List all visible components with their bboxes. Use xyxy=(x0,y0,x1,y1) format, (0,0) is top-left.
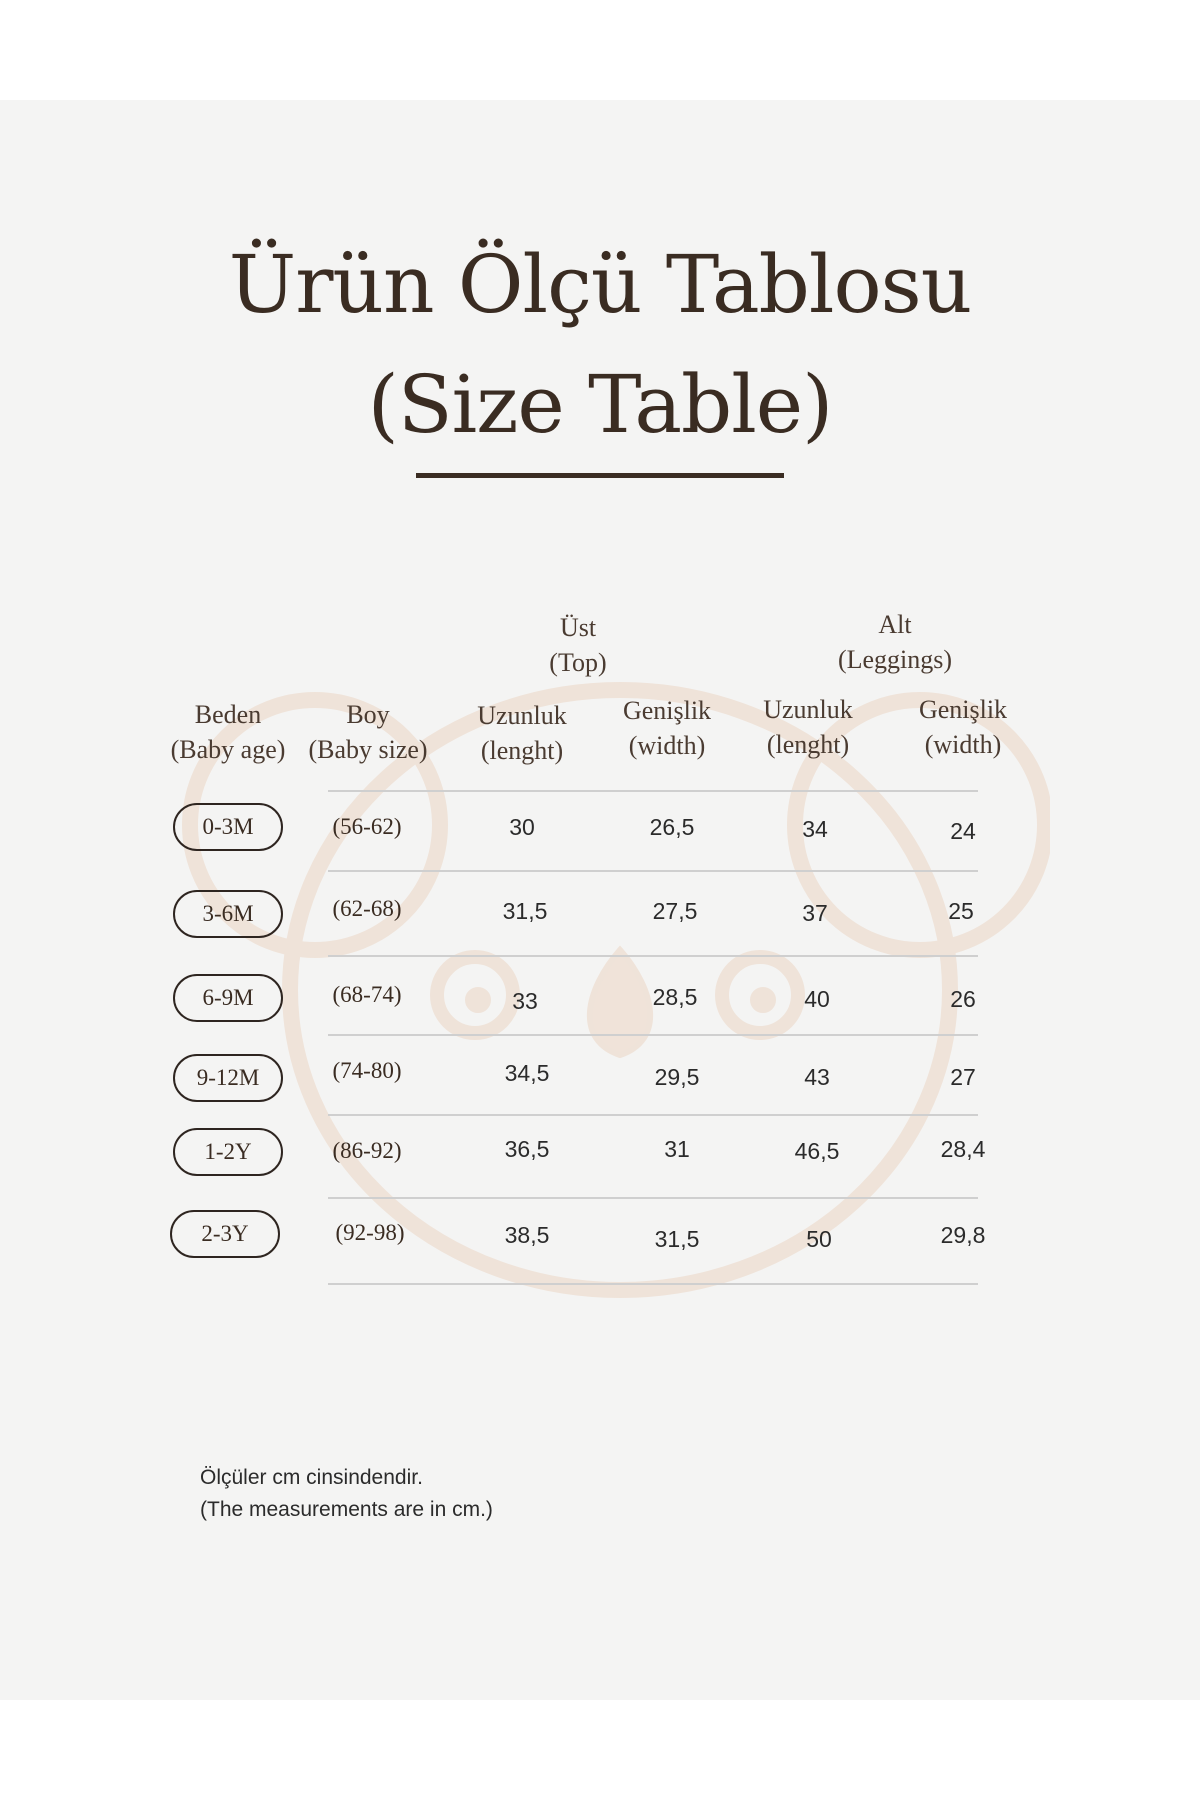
baby-size-cell: (68-74) xyxy=(332,982,402,1007)
page-title: Ürün Ölçü Tablosu xyxy=(228,238,972,331)
column-header-size-tr: Boy xyxy=(346,700,390,729)
top-length-cell: 33 xyxy=(512,988,538,1014)
top-width-cell: 31,5 xyxy=(654,1226,700,1252)
row-divider xyxy=(328,1283,978,1285)
column-header-top-width-en: (width) xyxy=(628,731,706,760)
leg-length-cell: 46,5 xyxy=(794,1138,840,1164)
row-divider xyxy=(328,1197,978,1199)
age-badge: 1-2Y xyxy=(173,1128,283,1176)
footnote-en: (The measurements are in cm.) xyxy=(200,1498,493,1521)
group-header-bottom-tr: Alt xyxy=(878,610,912,639)
age-badge: 6-9M xyxy=(173,974,283,1022)
group-header-bottom-en: (Leggings) xyxy=(837,645,953,674)
size-table-panel xyxy=(0,100,1200,1700)
age-badge: 3-6M xyxy=(173,890,283,938)
column-header-size-en: (Baby size) xyxy=(308,735,428,764)
top-width-cell: 26,5 xyxy=(649,814,695,840)
column-header-leg-width-tr: Genişlik xyxy=(918,695,1008,724)
top-width-cell: 31 xyxy=(664,1136,690,1162)
top-length-cell: 36,5 xyxy=(504,1136,550,1162)
leg-width-cell: 26 xyxy=(950,986,976,1012)
leg-width-cell: 25 xyxy=(948,898,974,924)
footnote-tr: Ölçüler cm cinsindendir. xyxy=(200,1466,423,1489)
leg-width-cell: 29,8 xyxy=(940,1222,986,1248)
column-header-top-length-tr: Uzunluk xyxy=(477,701,567,730)
group-header-top-tr: Üst xyxy=(559,613,597,642)
top-width-cell: 27,5 xyxy=(652,898,698,924)
column-header-top-length-en: (lenght) xyxy=(480,736,564,765)
leg-width-cell: 28,4 xyxy=(940,1136,986,1162)
leg-length-cell: 50 xyxy=(806,1226,832,1252)
top-width-cell: 28,5 xyxy=(652,984,698,1010)
leg-width-cell: 24 xyxy=(950,818,976,844)
column-header-leg-length xyxy=(718,692,898,762)
leg-length-cell: 34 xyxy=(802,816,828,842)
column-header-leg-length-en: (lenght) xyxy=(766,730,850,759)
page-subtitle: (Size Table) xyxy=(367,358,833,451)
column-header-leg-length-tr: Uzunluk xyxy=(763,695,853,724)
row-divider xyxy=(328,870,978,872)
age-badge: 0-3M xyxy=(173,803,283,851)
top-length-cell: 38,5 xyxy=(504,1222,550,1248)
baby-size-cell: (74-80) xyxy=(332,1058,402,1083)
group-header-bottom xyxy=(805,607,985,677)
leg-length-cell: 37 xyxy=(802,900,828,926)
baby-size-cell: (92-98) xyxy=(335,1220,405,1245)
top-length-cell: 30 xyxy=(509,814,535,840)
row-divider xyxy=(328,955,978,957)
baby-size-cell: (86-92) xyxy=(332,1138,402,1163)
age-badge: 2-3Y xyxy=(170,1210,280,1258)
row-divider xyxy=(328,790,978,792)
row-divider xyxy=(328,1114,978,1116)
column-header-size xyxy=(278,697,458,767)
top-width-cell: 29,5 xyxy=(654,1064,700,1090)
column-header-top-width-tr: Genişlik xyxy=(622,696,712,725)
column-header-age-tr: Beden xyxy=(194,700,262,729)
group-header-top-en: (Top) xyxy=(549,648,607,677)
leg-length-cell: 40 xyxy=(804,986,830,1012)
column-header-leg-width-en: (width) xyxy=(924,730,1002,759)
column-header-age-en: (Baby age) xyxy=(170,735,286,764)
baby-size-cell: (62-68) xyxy=(332,896,402,921)
top-length-cell: 34,5 xyxy=(504,1060,550,1086)
baby-size-cell: (56-62) xyxy=(332,814,402,839)
group-header-top xyxy=(488,610,668,680)
column-header-leg-width xyxy=(873,692,1053,762)
title-underline xyxy=(416,473,784,478)
leg-length-cell: 43 xyxy=(804,1064,830,1090)
leg-width-cell: 27 xyxy=(950,1064,976,1090)
row-divider xyxy=(328,1034,978,1036)
age-badge: 9-12M xyxy=(173,1054,283,1102)
top-length-cell: 31,5 xyxy=(502,898,548,924)
